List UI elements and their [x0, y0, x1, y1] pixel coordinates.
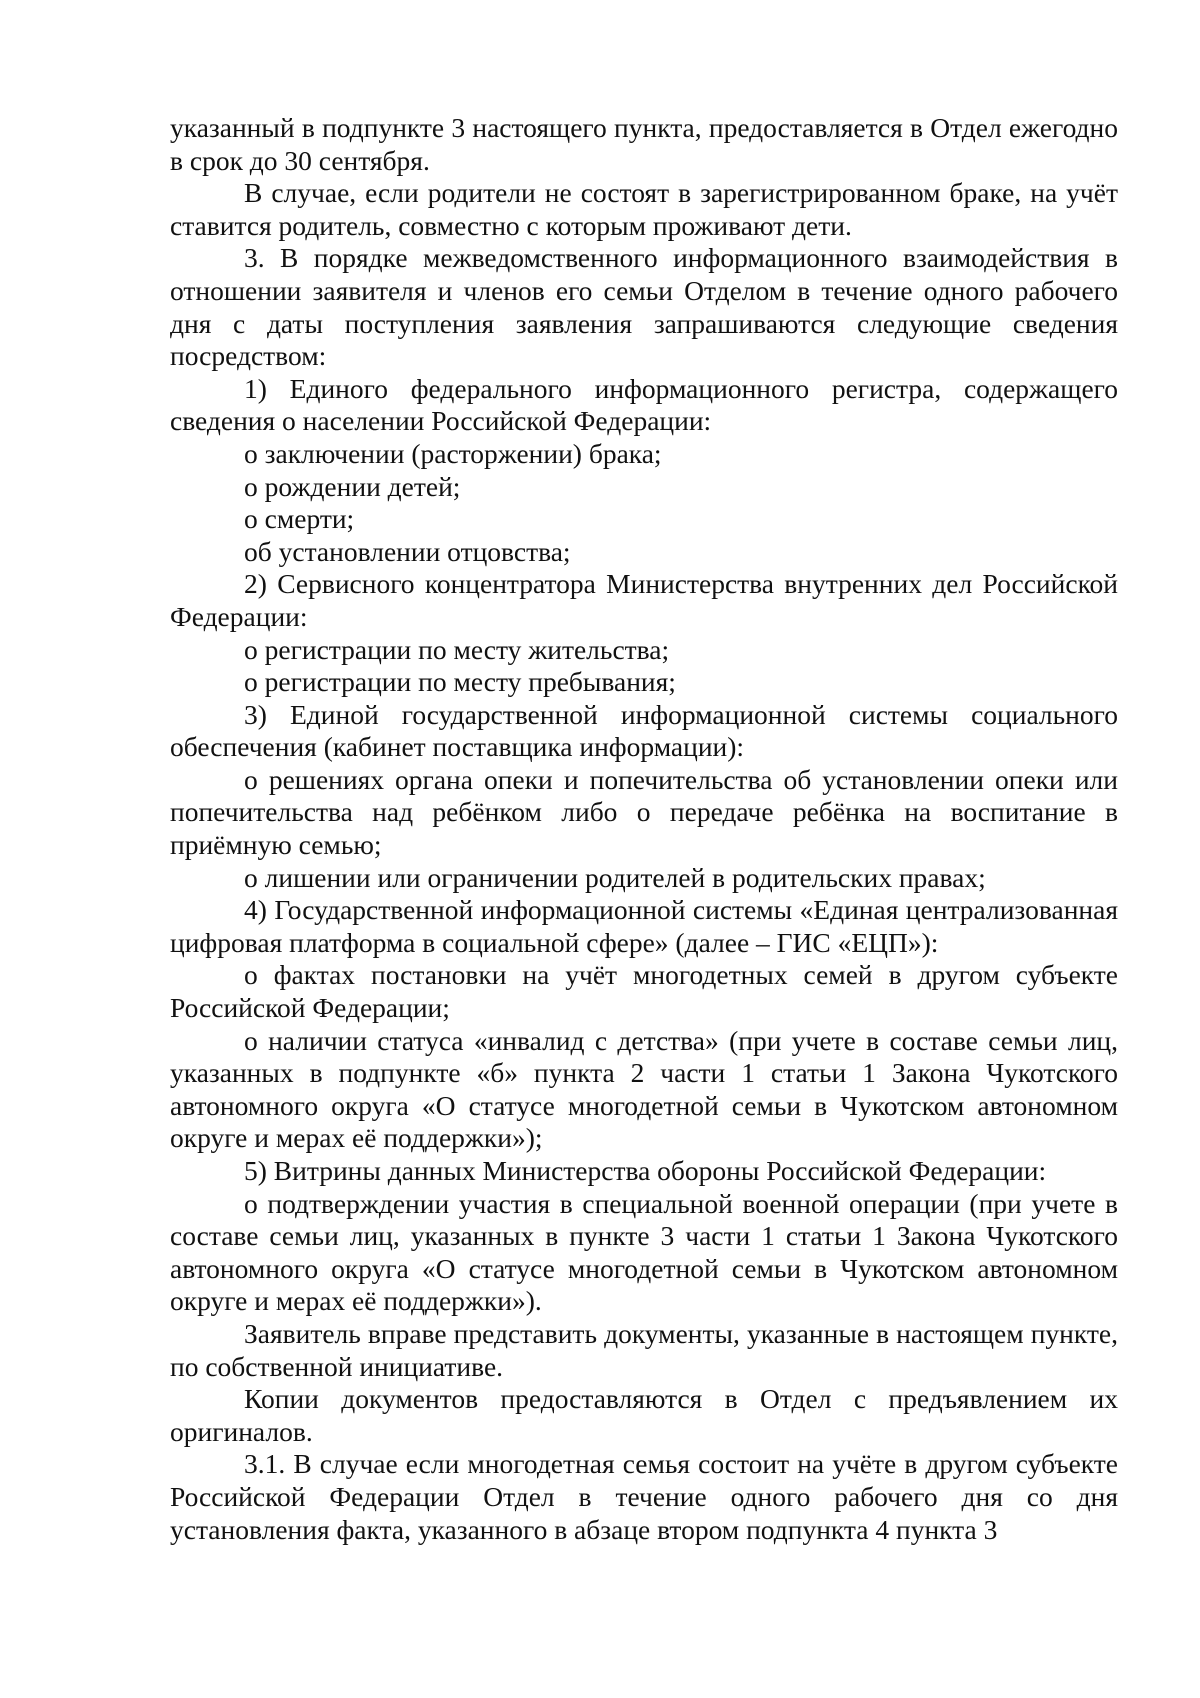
- paragraph-9: 2) Сервисного концентратора Министерства внутренних дел Российской Федерации:: [170, 568, 1118, 632]
- paragraph-6: о рождении детей;: [244, 470, 461, 502]
- paragraph-12: 3) Единой государственной информационной системы социального обеспечения (кабинет поставщика информации):: [170, 698, 1118, 763]
- paragraph-1: указанный в подпункте 3 настоящего пункта, предоставляется в Отдел ежегодно в срок до 30 сентября.: [170, 112, 1118, 176]
- paragraph-7: о смерти;: [244, 503, 355, 535]
- paragraph-10: о регистрации по месту жительства;: [244, 633, 670, 665]
- paragraph-13: о решениях органа опеки и попечительства об установлении опеки или попечительства над ребёнком либо о передаче ребёнка на воспитание в приёмную семью;: [170, 763, 1118, 861]
- paragraph-16: о фактах постановки на учёт многодетных семей в другом субъекте Российской Федерации;: [170, 959, 1118, 1024]
- paragraph-19: о подтверждении участия в специальной военной операции (при учете в составе семьи лиц, указанных в пункте 3 части 1 статьи 1 Закона Чукотского автономного округа «О статусе многодетной семьи в Чукотском автономном округе и мерах её поддержки»).: [170, 1187, 1118, 1317]
- paragraph-14: о лишении или ограничении родителей в родительских правах;: [244, 861, 986, 893]
- paragraph-21: Копии документов предоставляются в Отдел с предъявлением их оригиналов.: [170, 1383, 1118, 1447]
- paragraph-17: о наличии статуса «инвалид с детства» (при учете в составе семьи лиц, указанных в подпункте «б» пункта 2 части 1 статьи 1 Закона Чукотского автономного округа «О статусе многодетной семьи в Чукотском автономном округе и мерах её поддержки»);: [170, 1024, 1118, 1154]
- paragraph-5: о заключении (расторжении) брака;: [244, 437, 662, 469]
- document-page: [170, 112, 1118, 1546]
- paragraph-2: В случае, если родители не состоят в зарегистрированном браке, на учёт ставится родитель, совместно с которым проживают дети.: [170, 177, 1118, 241]
- paragraph-11: о регистрации по месту пребывания;: [244, 666, 676, 698]
- paragraph-22: 3.1. В случае если многодетная семья состоит на учёте в другом субъекте Российской Федерации Отдел в течение одного рабочего дня со дня установления факта, указанного в абзаце втором подпункта 4 пункта 3: [170, 1448, 1118, 1545]
- paragraph-4: 1) Единого федерального информационного регистра, содержащего сведения о населении Российской Федерации:: [170, 372, 1118, 437]
- paragraph-8: об установлении отцовства;: [244, 535, 571, 567]
- paragraph-18: 5) Витрины данных Министерства обороны Российской Федерации:: [244, 1155, 1047, 1186]
- paragraph-20: Заявитель вправе представить документы, указанные в настоящем пункте, по собственной инициативе.: [170, 1317, 1118, 1382]
- paragraph-15: 4) Государственной информационной системы «Единая централизованная цифровая платформа в социальной сфере» (далее – ГИС «ЕЦП»):: [170, 894, 1118, 958]
- paragraph-3: 3. В порядке межведомственного информационного взаимодействия в отношении заявителя и членов его семьи Отделом в течение одного рабочего дня с даты поступления заявления запрашиваются следующие сведения посредством:: [170, 242, 1118, 372]
